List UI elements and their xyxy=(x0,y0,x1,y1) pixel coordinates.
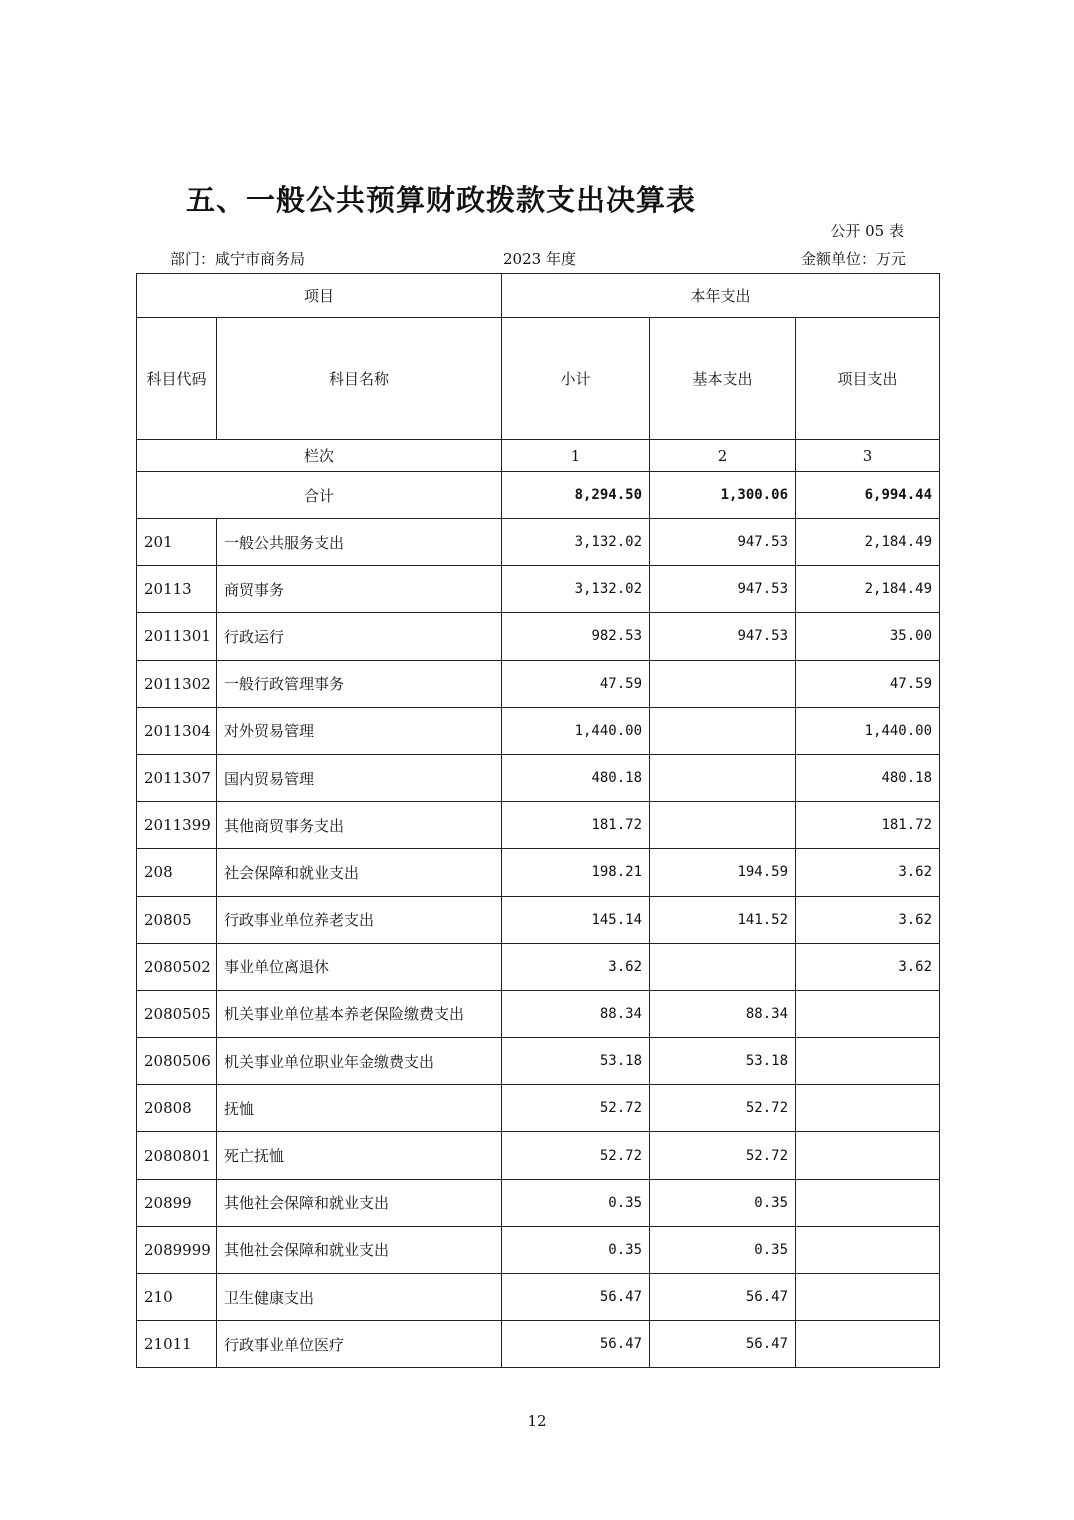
subject-code: 2011304 xyxy=(137,707,217,754)
project-value: 1,440.00 xyxy=(796,707,940,754)
project-value xyxy=(796,1179,940,1226)
meta-row xyxy=(170,248,906,270)
subject-name: 一般行政管理事务 xyxy=(217,660,502,707)
total-basic: 1,300.06 xyxy=(650,472,796,519)
expenditure-table xyxy=(136,273,940,1368)
table-row xyxy=(137,1226,940,1273)
basic-value: 88.34 xyxy=(650,990,796,1037)
subtotal-value: 47.59 xyxy=(502,660,650,707)
subtotal-value: 145.14 xyxy=(502,896,650,943)
basic-value: 56.47 xyxy=(650,1274,796,1321)
table-row xyxy=(137,1274,940,1321)
subject-name: 行政事业单位医疗 xyxy=(217,1321,502,1368)
basic-value: 56.47 xyxy=(650,1321,796,1368)
subtotal-value: 982.53 xyxy=(502,613,650,660)
subject-name-header: 科目名称 xyxy=(217,318,502,440)
column-index-row xyxy=(137,440,940,472)
table-row xyxy=(137,707,940,754)
subtotal-value: 88.34 xyxy=(502,990,650,1037)
subtotal-value: 52.72 xyxy=(502,1085,650,1132)
unit-label: 金额单位：万元 xyxy=(800,250,906,268)
total-project: 6,994.44 xyxy=(796,472,940,519)
table-row xyxy=(137,1179,940,1226)
basic-value: 947.53 xyxy=(650,519,796,566)
subject-code: 20899 xyxy=(137,1179,217,1226)
subject-code: 201 xyxy=(137,519,217,566)
basic-value xyxy=(650,802,796,849)
table-row xyxy=(137,802,940,849)
subject-name: 机关事业单位职业年金缴费支出 xyxy=(217,1038,502,1085)
basic-value xyxy=(650,707,796,754)
page-title: 五、一般公共预算财政拨款支出决算表 xyxy=(186,183,697,217)
department-label: 部门：咸宁市商务局 xyxy=(170,250,306,268)
subject-code: 2011301 xyxy=(137,613,217,660)
project-value xyxy=(796,1321,940,1368)
subject-name: 一般公共服务支出 xyxy=(217,519,502,566)
table-row xyxy=(137,943,940,990)
subject-code: 20805 xyxy=(137,896,217,943)
subject-name: 对外贸易管理 xyxy=(217,707,502,754)
subject-name: 事业单位离退休 xyxy=(217,943,502,990)
basic-value: 141.52 xyxy=(650,896,796,943)
basic-value: 947.53 xyxy=(650,613,796,660)
subject-code: 2089999 xyxy=(137,1226,217,1273)
subtotal-value: 0.35 xyxy=(502,1179,650,1226)
subject-code-header: 科目代码 xyxy=(137,318,217,440)
subtotal-value: 198.21 xyxy=(502,849,650,896)
table-row xyxy=(137,1038,940,1085)
project-expenditure-header: 项目支出 xyxy=(796,318,940,440)
subject-code: 20808 xyxy=(137,1085,217,1132)
column-index-label: 栏次 xyxy=(137,440,502,472)
total-row xyxy=(137,472,940,519)
table-row xyxy=(137,990,940,1037)
subtotal-value: 480.18 xyxy=(502,754,650,801)
year-label: 2023 年度 xyxy=(503,250,576,268)
page-number: 12 xyxy=(527,1412,547,1430)
subtotal-value: 56.47 xyxy=(502,1274,650,1321)
basic-value: 52.72 xyxy=(650,1085,796,1132)
subject-code: 2080505 xyxy=(137,990,217,1037)
table-row xyxy=(137,1085,940,1132)
project-header: 项目 xyxy=(137,274,502,318)
current-year-expenditure-header: 本年支出 xyxy=(502,274,940,318)
subtotal-value: 181.72 xyxy=(502,802,650,849)
subject-name: 国内贸易管理 xyxy=(217,754,502,801)
project-value: 2,184.49 xyxy=(796,566,940,613)
basic-expenditure-header: 基本支出 xyxy=(650,318,796,440)
subject-name: 机关事业单位基本养老保险缴费支出 xyxy=(217,990,502,1037)
subtotal-value: 3,132.02 xyxy=(502,566,650,613)
project-value: 35.00 xyxy=(796,613,940,660)
project-value: 480.18 xyxy=(796,754,940,801)
subtotal-value: 1,440.00 xyxy=(502,707,650,754)
basic-value: 52.72 xyxy=(650,1132,796,1179)
subject-name: 行政事业单位养老支出 xyxy=(217,896,502,943)
subject-code: 208 xyxy=(137,849,217,896)
basic-value xyxy=(650,660,796,707)
table-row xyxy=(137,566,940,613)
subject-code: 21011 xyxy=(137,1321,217,1368)
subject-name: 抚恤 xyxy=(217,1085,502,1132)
basic-value: 947.53 xyxy=(650,566,796,613)
header-row-top xyxy=(137,274,940,318)
subject-name: 卫生健康支出 xyxy=(217,1274,502,1321)
subject-code: 2011302 xyxy=(137,660,217,707)
project-value: 2,184.49 xyxy=(796,519,940,566)
table-row xyxy=(137,519,940,566)
form-code: 公开 05 表 xyxy=(830,222,904,240)
subtotal-value: 3.62 xyxy=(502,943,650,990)
table-row xyxy=(137,896,940,943)
subject-code: 210 xyxy=(137,1274,217,1321)
basic-value xyxy=(650,754,796,801)
subject-name: 行政运行 xyxy=(217,613,502,660)
subtotal-value: 53.18 xyxy=(502,1038,650,1085)
column-index-1: 1 xyxy=(502,440,650,472)
table-row xyxy=(137,754,940,801)
project-value: 3.62 xyxy=(796,849,940,896)
project-value: 3.62 xyxy=(796,896,940,943)
subtotal-value: 56.47 xyxy=(502,1321,650,1368)
basic-value: 53.18 xyxy=(650,1038,796,1085)
project-value xyxy=(796,1132,940,1179)
table-row xyxy=(137,1321,940,1368)
subject-code: 2080801 xyxy=(137,1132,217,1179)
table-row xyxy=(137,613,940,660)
subtotal-value: 0.35 xyxy=(502,1226,650,1273)
basic-value: 0.35 xyxy=(650,1179,796,1226)
subject-code: 2011307 xyxy=(137,754,217,801)
header-row-columns xyxy=(137,318,940,440)
column-index-2: 2 xyxy=(650,440,796,472)
table-row xyxy=(137,1132,940,1179)
subject-name: 死亡抚恤 xyxy=(217,1132,502,1179)
total-label: 合计 xyxy=(137,472,502,519)
project-value: 181.72 xyxy=(796,802,940,849)
basic-value: 194.59 xyxy=(650,849,796,896)
table-row xyxy=(137,660,940,707)
basic-value: 0.35 xyxy=(650,1226,796,1273)
project-value xyxy=(796,1226,940,1273)
project-value: 3.62 xyxy=(796,943,940,990)
subtotal-value: 3,132.02 xyxy=(502,519,650,566)
total-subtotal: 8,294.50 xyxy=(502,472,650,519)
subject-name: 其他社会保障和就业支出 xyxy=(217,1226,502,1273)
subject-code: 2011399 xyxy=(137,802,217,849)
project-value: 47.59 xyxy=(796,660,940,707)
project-value xyxy=(796,990,940,1037)
project-value xyxy=(796,1274,940,1321)
subject-code: 20113 xyxy=(137,566,217,613)
table-row xyxy=(137,849,940,896)
subject-code: 2080502 xyxy=(137,943,217,990)
project-value xyxy=(796,1038,940,1085)
subject-name: 其他商贸事务支出 xyxy=(217,802,502,849)
basic-value xyxy=(650,943,796,990)
subject-name: 商贸事务 xyxy=(217,566,502,613)
subtotal-header: 小计 xyxy=(502,318,650,440)
subject-code: 2080506 xyxy=(137,1038,217,1085)
project-value xyxy=(796,1085,940,1132)
subtotal-value: 52.72 xyxy=(502,1132,650,1179)
subject-name: 社会保障和就业支出 xyxy=(217,849,502,896)
column-index-3: 3 xyxy=(796,440,940,472)
subject-name: 其他社会保障和就业支出 xyxy=(217,1179,502,1226)
